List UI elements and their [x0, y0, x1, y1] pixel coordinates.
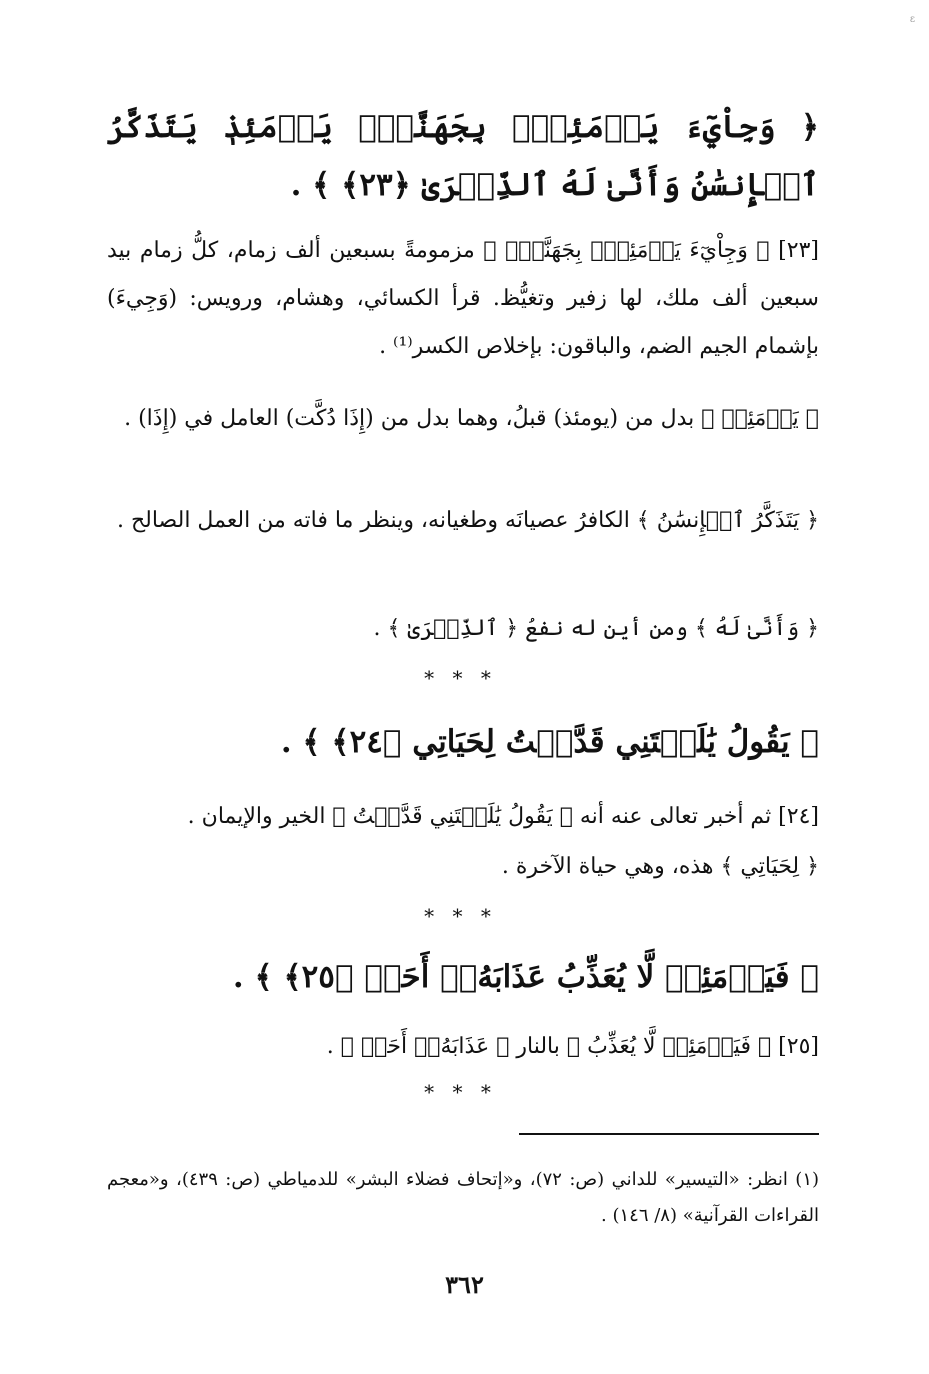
verse-25: ﴿ فَيَوۡمَئِذٖ لَّا يُعَذِّبُ عَذَابَهُۥٓ أَحَدٞ ﴿٢٥﴾ ﴾ . [232, 959, 819, 995]
commentary-23-paragraph: [٢٣] ﴿ وَجِاْيٓءَ يَوۡمَئِذِۭ بِجَهَنَّمَۚ ﴾ مزمومةً بسبعين ألف زمام، كلُّ زمام بيد سبعين ألف ملك، لها زفير وتغيُّظ. قرأ الكسائي، وهشام، ورويس: (وَجِيءَ) بإشمام الجيم الضم، والباقون: بإخلاص الكسر⁽¹⁾ . [107, 238, 819, 359]
section-divider-1: * * * [424, 666, 497, 690]
section-divider-3: * * * [424, 1080, 497, 1104]
commentary-23-anna-lahu: ﴿ وَأَنَّىٰ لَهُ ﴾ ومن أين له نفعُ ﴿ ٱلذِّكۡرَىٰ ﴾ . [373, 616, 819, 641]
verse-24: ﴿ يَقُولُ يَٰلَيۡتَنِي قَدَّمۡتُ لِحَيَاتِي ﴿٢٤﴾ ﴾ . [280, 724, 819, 760]
corner-mark: ε [909, 14, 915, 25]
verse-23: ﴿ وَجِاْيٓءَ يَوۡمَئِذِۭ بِجَهَنَّمَۚ يَوۡمَئِذٖ يَتَذَكَّرُ ٱلۡإِنسَٰنُ وَأَنَّىٰ لَهُ ٱلذِّكۡرَىٰ ﴿٢٣﴾ ﴾ . [107, 109, 819, 203]
commentary-25-paragraph: [٢٥] ﴿ فَيَوۡمَئِذٖ لَّا يُعَذِّبُ ﴾ بالنار ﴿ عَذَابَهُۥٓ أَحَدٞ ﴾ . [326, 1034, 819, 1059]
section-divider-2: * * * [424, 904, 497, 928]
footnote-1: (١) انظر: «التيسير» للداني (ص: ٧٢)، و«إتحاف فضلاء البشر» للدمياطي (ص: ٤٣٩)، و«معجم القراءات القرآنية» (٨/ ١٤٦) . [107, 1169, 820, 1226]
commentary-23-yawmaidhin: ﴿ يَوۡمَئِذٖ ﴾ بدل من (يومئذ) قبلُ، وهما بدل من (إِذَا دُكَّت) العامل في (إِذَا) . [124, 406, 819, 431]
footnote-separator [519, 1133, 819, 1135]
commentary-23-yatadhakkar: ﴿ يَتَذَكَّرُ ٱلۡإِنسَٰنُ ﴾ الكافرُ عصيانَه وطغيانه، وينظر ما فاته من العمل الصالح . [116, 508, 819, 533]
page-number: ٣٦٢ [445, 1270, 484, 1299]
commentary-24-hayati: ﴿ لِحَيَاتِي ﴾ هذه، وهي حياة الآخرة . [501, 854, 819, 879]
commentary-24-paragraph: [٢٤] ثم أخبر تعالى عنه أنه ﴿ يَقُولُ يَٰلَيۡتَنِي قَدَّمۡتُ ﴾ الخير والإيمان . [187, 804, 819, 829]
